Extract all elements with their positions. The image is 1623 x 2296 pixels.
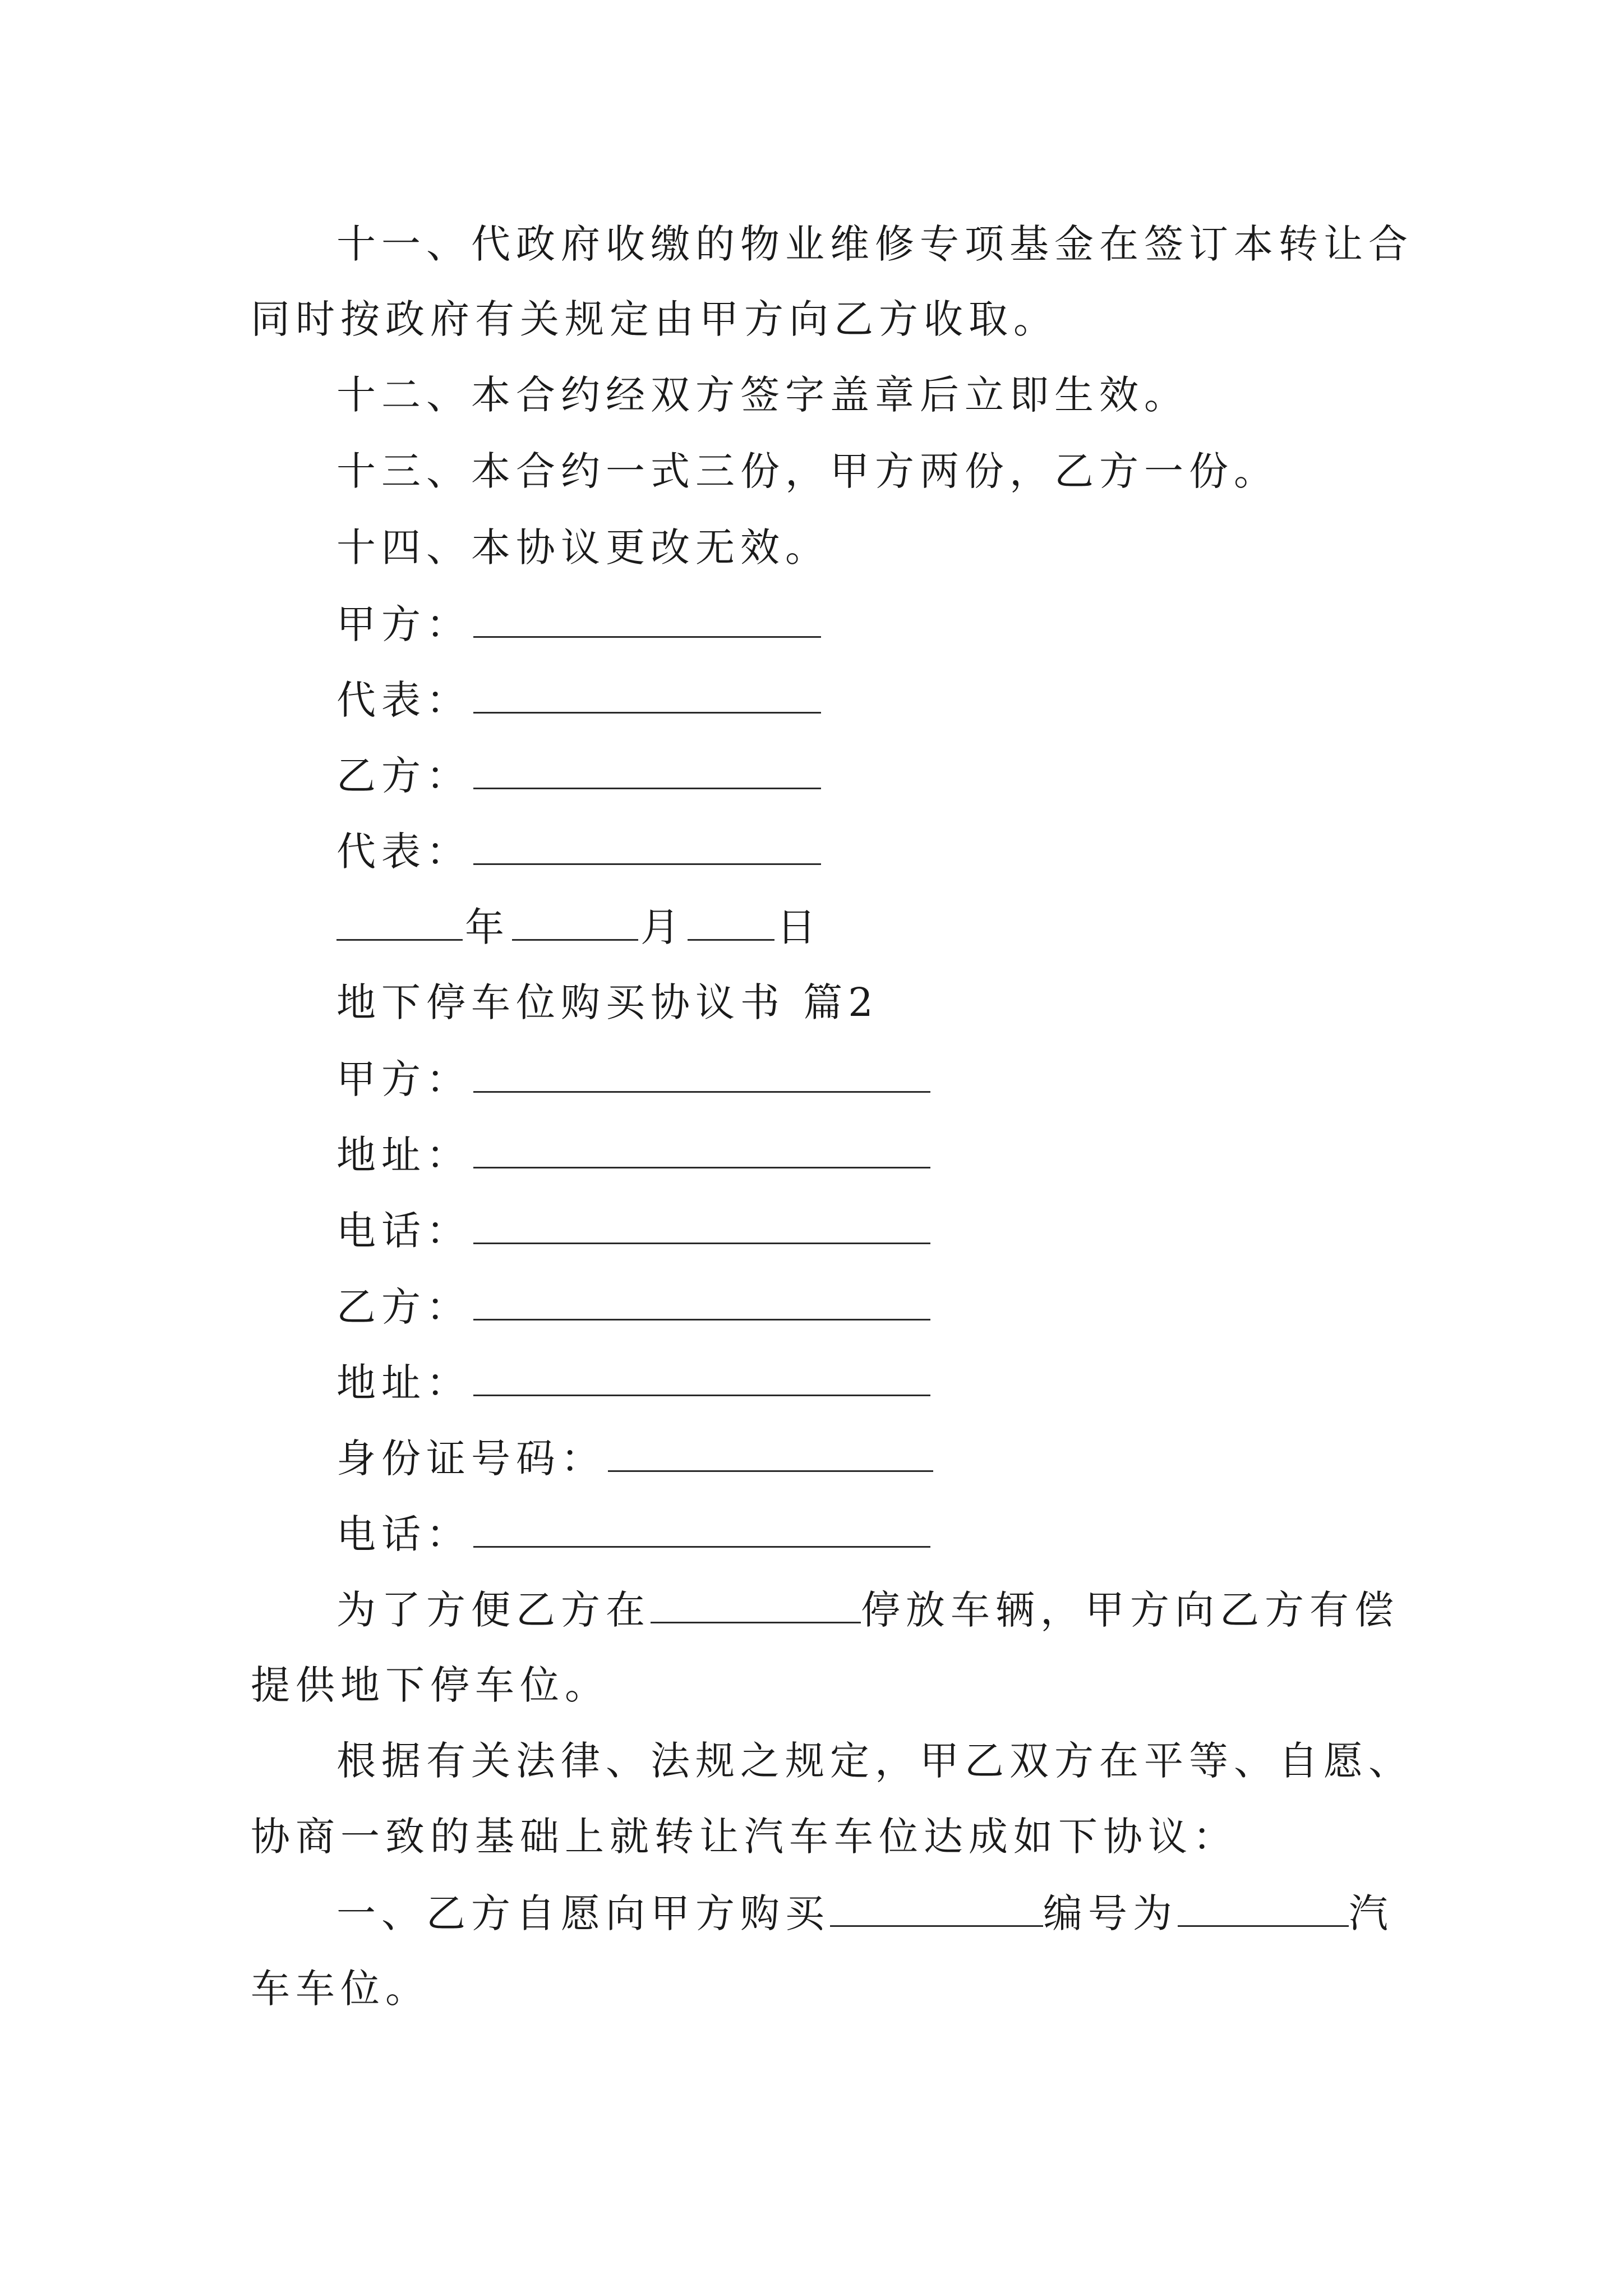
- id-number-blank[interactable]: [608, 1438, 933, 1472]
- party2-a-blank[interactable]: [473, 1059, 930, 1093]
- party2-b-address: [336, 1360, 933, 1406]
- party2-b-label: 乙方：: [336, 1284, 471, 1330]
- phone-b-blank[interactable]: [473, 1513, 930, 1548]
- clause-11-line-2: 同时按政府有关规定由甲方向乙方收取。: [251, 296, 1058, 342]
- signature-party-a: [336, 601, 823, 647]
- party-a-blank[interactable]: [473, 604, 821, 638]
- id-number-label: 身份证号码：: [336, 1435, 606, 1481]
- day-label: 日: [777, 904, 822, 950]
- basis-line-2: 协商一致的基础上就转让汽车车位达成如下协议：: [251, 1814, 1238, 1860]
- address-a-label: 地址：: [336, 1132, 471, 1178]
- clause1-part2: 编号为: [1043, 1890, 1178, 1936]
- party2-a-address: [336, 1132, 933, 1178]
- clause-13: 十三、本合约一式三份，甲方两份，乙方一份。: [336, 448, 1279, 494]
- clause-11-line-1: 十一、代政府收缴的物业维修专项基金在签订本转让合: [336, 221, 1413, 267]
- rep-b-blank[interactable]: [473, 831, 821, 865]
- phone-a-blank[interactable]: [473, 1210, 930, 1244]
- signature-rep-a: [336, 677, 823, 723]
- rep-a-label: 代表：: [336, 677, 471, 723]
- party2-a-label: 甲方：: [336, 1056, 471, 1102]
- basis-line-1: 根据有关法律、法规之规定，甲乙双方在平等、自愿、: [336, 1738, 1413, 1784]
- purpose-part2: 停放车辆，甲方向乙方有偿: [861, 1587, 1399, 1633]
- purpose-line-2: 提供地下停车位。: [251, 1662, 610, 1708]
- party2-b-phone: [336, 1511, 933, 1557]
- rep-b-label: 代表：: [336, 829, 471, 875]
- clause1-part3: 汽: [1349, 1890, 1394, 1936]
- party2-b: [336, 1284, 933, 1330]
- purpose-part1: 为了方便乙方在: [336, 1587, 651, 1633]
- phone-a-label: 电话：: [336, 1208, 471, 1254]
- date-line: [336, 904, 822, 950]
- year-blank[interactable]: [336, 907, 463, 941]
- purchase-blank[interactable]: [830, 1893, 1043, 1927]
- signature-party-b: [336, 753, 823, 799]
- party-b-blank[interactable]: [473, 755, 821, 789]
- clause-1-line-1: [336, 1890, 1394, 1936]
- party2-b-blank[interactable]: [473, 1286, 930, 1320]
- address-a-blank[interactable]: [473, 1134, 930, 1168]
- day-blank[interactable]: [688, 907, 774, 941]
- address-b-blank[interactable]: [473, 1362, 930, 1396]
- clause-1-line-2: 车车位。: [251, 1966, 430, 2012]
- party-b-label: 乙方：: [336, 753, 471, 799]
- section-title: 地下停车位购买协议书 篇2: [336, 979, 879, 1025]
- rep-a-blank[interactable]: [473, 679, 821, 714]
- signature-rep-b: [336, 829, 823, 875]
- month-label: 月: [640, 904, 685, 950]
- month-blank[interactable]: [512, 907, 638, 941]
- location-blank[interactable]: [651, 1589, 861, 1623]
- party2-b-id: [336, 1435, 935, 1481]
- phone-b-label: 电话：: [336, 1511, 471, 1557]
- party-a-label: 甲方：: [336, 601, 471, 647]
- number-blank[interactable]: [1178, 1893, 1349, 1927]
- clause-14: 十四、本协议更改无效。: [336, 524, 830, 570]
- year-label: 年: [465, 904, 510, 950]
- purpose-line-1: [336, 1587, 1399, 1633]
- party2-a-phone: [336, 1208, 933, 1254]
- clause-12: 十二、本合约经双方签字盖章后立即生效。: [336, 372, 1189, 418]
- party2-a: [336, 1056, 933, 1102]
- clause1-part1: 一、乙方自愿向甲方购买: [336, 1890, 830, 1936]
- address-b-label: 地址：: [336, 1360, 471, 1406]
